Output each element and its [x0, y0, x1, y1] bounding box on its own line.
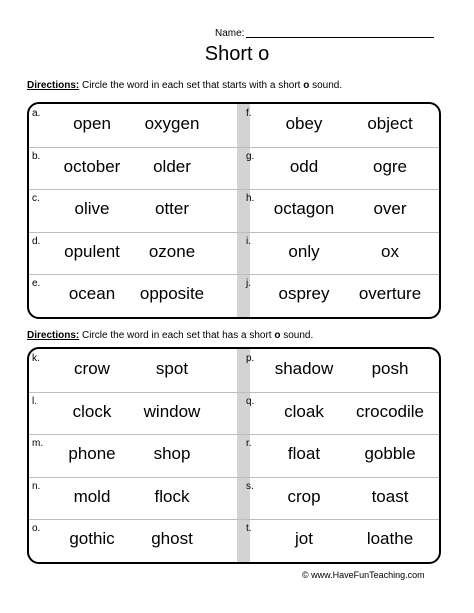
worksheet-title: Short o [204, 43, 270, 65]
word-set-row [29, 392, 439, 434]
word-choice[interactable]: olive [74, 199, 110, 219]
word-choice[interactable]: obey [285, 114, 323, 133]
section1-directions [27, 80, 342, 91]
word-choice[interactable]: window [143, 401, 201, 421]
directions-text-end: sound. [309, 80, 343, 91]
item-letter: m. [32, 438, 44, 450]
item-letter: k. [32, 353, 40, 364]
item-letter: n. [32, 480, 41, 492]
item-letter: a. [32, 108, 41, 119]
word-choice[interactable]: phone [68, 444, 116, 464]
item-letter: g. [246, 150, 255, 162]
word-choice[interactable]: october [63, 156, 121, 176]
word-choice[interactable]: object [367, 114, 413, 133]
word-choice[interactable]: overture [358, 284, 422, 304]
word-choice[interactable]: ogre [372, 156, 408, 176]
word-set-row [29, 274, 439, 316]
item-letter: h. [246, 193, 255, 205]
word-choice[interactable]: gothic [69, 529, 115, 549]
item-letter: t. [246, 523, 252, 535]
word-choice[interactable]: float [287, 444, 321, 464]
word-choice[interactable]: ox [381, 241, 399, 261]
word-choice[interactable]: older [153, 156, 191, 176]
word-choice[interactable]: ocean [68, 284, 116, 304]
word-choice[interactable]: crop [287, 486, 321, 506]
word-choice[interactable]: otter [154, 199, 190, 219]
item-letter: b. [32, 150, 41, 162]
directions-letter: o [274, 330, 281, 341]
word-choice[interactable]: octagon [273, 199, 335, 219]
item-letter: d. [32, 235, 41, 247]
word-choice[interactable]: odd [289, 156, 319, 176]
word-choice[interactable]: osprey [278, 284, 330, 304]
word-choice[interactable]: over [373, 199, 407, 219]
item-letter: l. [32, 395, 37, 407]
copyright-footer: © www.HaveFunTeaching.com [302, 570, 425, 580]
word-choice[interactable]: crow [74, 359, 110, 378]
word-choice[interactable]: loathe [366, 529, 414, 549]
word-choice[interactable]: open [73, 114, 111, 133]
word-choice[interactable]: clock [72, 401, 112, 421]
word-choice[interactable]: posh [371, 359, 409, 378]
section1-box [27, 102, 441, 319]
directions-text-end: sound. [280, 330, 314, 341]
item-letter: f. [246, 108, 252, 119]
word-set-row [29, 189, 439, 231]
word-choice[interactable]: jot [295, 529, 313, 549]
item-letter: i. [246, 235, 251, 247]
directions-label: Directions: [27, 330, 80, 341]
item-letter: r. [246, 438, 252, 450]
item-letter: s. [246, 480, 254, 492]
word-choice[interactable]: shop [153, 444, 191, 464]
directions-text-start: Circle the word in each set that starts with a short [82, 80, 304, 91]
name-line [246, 37, 434, 38]
word-choice[interactable]: flock [154, 486, 190, 506]
word-set-row [29, 477, 439, 519]
word-set-row [29, 104, 439, 146]
word-choice[interactable]: crocodile [355, 401, 425, 421]
item-letter: p. [246, 353, 255, 364]
word-set-row [29, 434, 439, 476]
section2-box [27, 347, 441, 564]
word-set-row [29, 519, 439, 561]
word-set-row [29, 147, 439, 189]
word-set-row [29, 349, 439, 391]
item-letter: o. [32, 523, 41, 535]
word-choice[interactable]: ghost [151, 529, 193, 549]
item-letter: c. [32, 193, 40, 205]
word-choice[interactable]: opposite [139, 284, 205, 304]
name-label: Name: [215, 28, 245, 39]
word-set-row [29, 232, 439, 274]
word-choice[interactable]: gobble [364, 444, 416, 464]
word-choice[interactable]: oxygen [144, 114, 200, 133]
item-letter: j. [246, 278, 251, 290]
directions-label: Directions: [27, 80, 80, 91]
word-choice[interactable]: ozone [148, 241, 196, 261]
item-letter: e. [32, 278, 41, 290]
directions-text-start: Circle the word in each set that has a short [82, 330, 275, 341]
directions-letter: o [303, 80, 310, 91]
word-choice[interactable]: mold [73, 486, 111, 506]
section2-directions [27, 330, 313, 341]
word-choice[interactable]: shadow [274, 359, 334, 378]
word-choice[interactable]: spot [155, 359, 189, 378]
word-choice[interactable]: toast [371, 486, 409, 506]
word-choice[interactable]: only [288, 241, 320, 261]
word-choice[interactable]: opulent [64, 241, 120, 261]
word-choice[interactable]: cloak [284, 401, 324, 421]
item-letter: q. [246, 395, 255, 407]
